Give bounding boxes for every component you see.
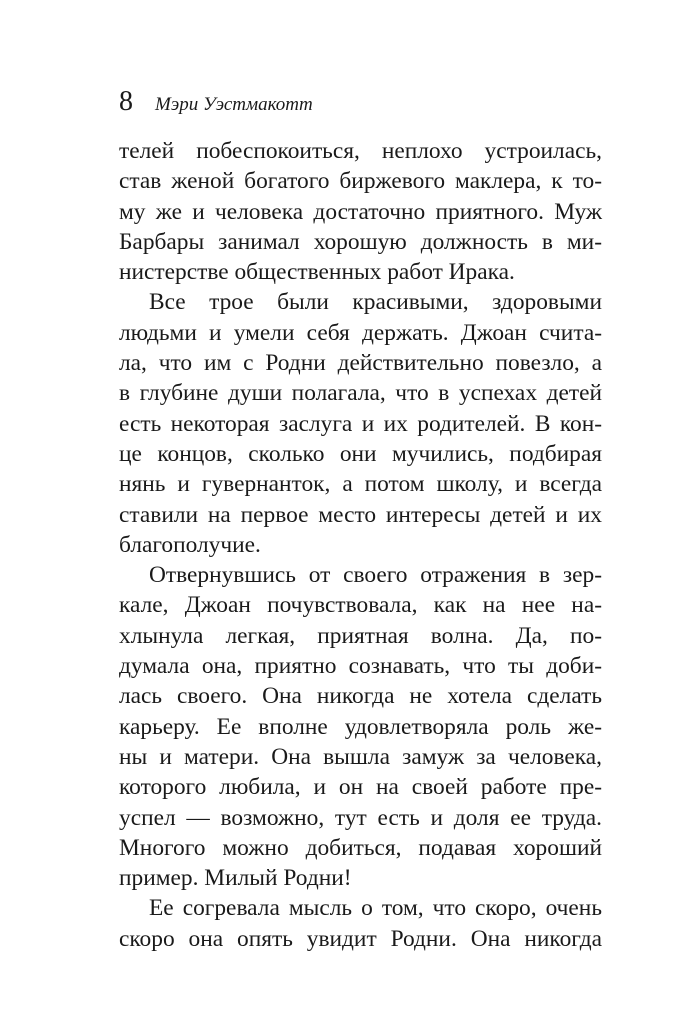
text-line: Ее согревала мысль о том, что скоро, очень bbox=[149, 895, 602, 922]
running-head bbox=[119, 88, 602, 128]
text-line: Отвернувшись от своего отражения в зер- bbox=[149, 562, 602, 589]
text-line: телей побеспокоиться, неплохо устроилась, bbox=[119, 138, 602, 164]
paragraph bbox=[119, 287, 602, 560]
text-line: кале, Джоан почувствовала, как на нее на- bbox=[119, 592, 602, 619]
text-line: скоро она опять увидит Родни. Она никогда bbox=[119, 925, 602, 952]
text-line: ла, что им с Родни действительно повезло, а bbox=[119, 350, 602, 377]
text-line: успел — возможно, тут есть и доля ее труда. bbox=[119, 804, 602, 831]
paragraph bbox=[119, 136, 602, 287]
text-line: це концов, сколько они мучились, подбирая bbox=[119, 440, 602, 467]
text-line: нянь и гувернанток, а потом школу, и всегда bbox=[119, 471, 602, 498]
text-line: Барбары занимал хорошую должность в ми- bbox=[119, 228, 602, 255]
text-line: благополучие. bbox=[119, 531, 261, 558]
text-line: карьеру. Ее вполне удовлетворяла роль же- bbox=[119, 713, 602, 740]
text-line: людьми и умели себя держать. Джоан счита- bbox=[119, 319, 602, 346]
text-line: которого любила, и он на своей работе пре- bbox=[119, 774, 602, 801]
text-line: Многого можно добиться, подавая хороший bbox=[119, 834, 602, 861]
text-line: ставили на первое место интересы детей и их bbox=[119, 501, 602, 528]
text-line: нистерстве общественных работ Ирака. bbox=[119, 259, 515, 286]
body-text bbox=[119, 136, 602, 954]
paragraph bbox=[119, 560, 602, 893]
text-line: Все трое были красивыми, здоровыми bbox=[149, 289, 602, 316]
text-line: в глубине души полагала, что в успехах детей bbox=[119, 380, 602, 407]
text-line: лась своего. Она никогда не хотела сделать bbox=[119, 683, 602, 710]
text-line: хлынула легкая, приятная волна. Да, по- bbox=[119, 622, 602, 649]
running-head-author: Мэри Уэстмакотт bbox=[155, 94, 313, 115]
text-line: пример. Милый Родни! bbox=[119, 865, 352, 892]
text-line: ны и матери. Она вышла замуж за человека, bbox=[119, 743, 602, 770]
text-line: му же и человека достаточно приятного. Муж bbox=[119, 198, 602, 225]
text-line: думала она, приятно сознавать, что ты доби- bbox=[119, 653, 602, 680]
text-line: есть некоторая заслуга и их родителей. В кон- bbox=[119, 410, 602, 437]
paragraph bbox=[119, 893, 602, 954]
page-number: 8 bbox=[119, 86, 133, 117]
text-line: став женой богатого биржевого маклера, к то- bbox=[119, 168, 602, 195]
book-page bbox=[119, 88, 602, 954]
